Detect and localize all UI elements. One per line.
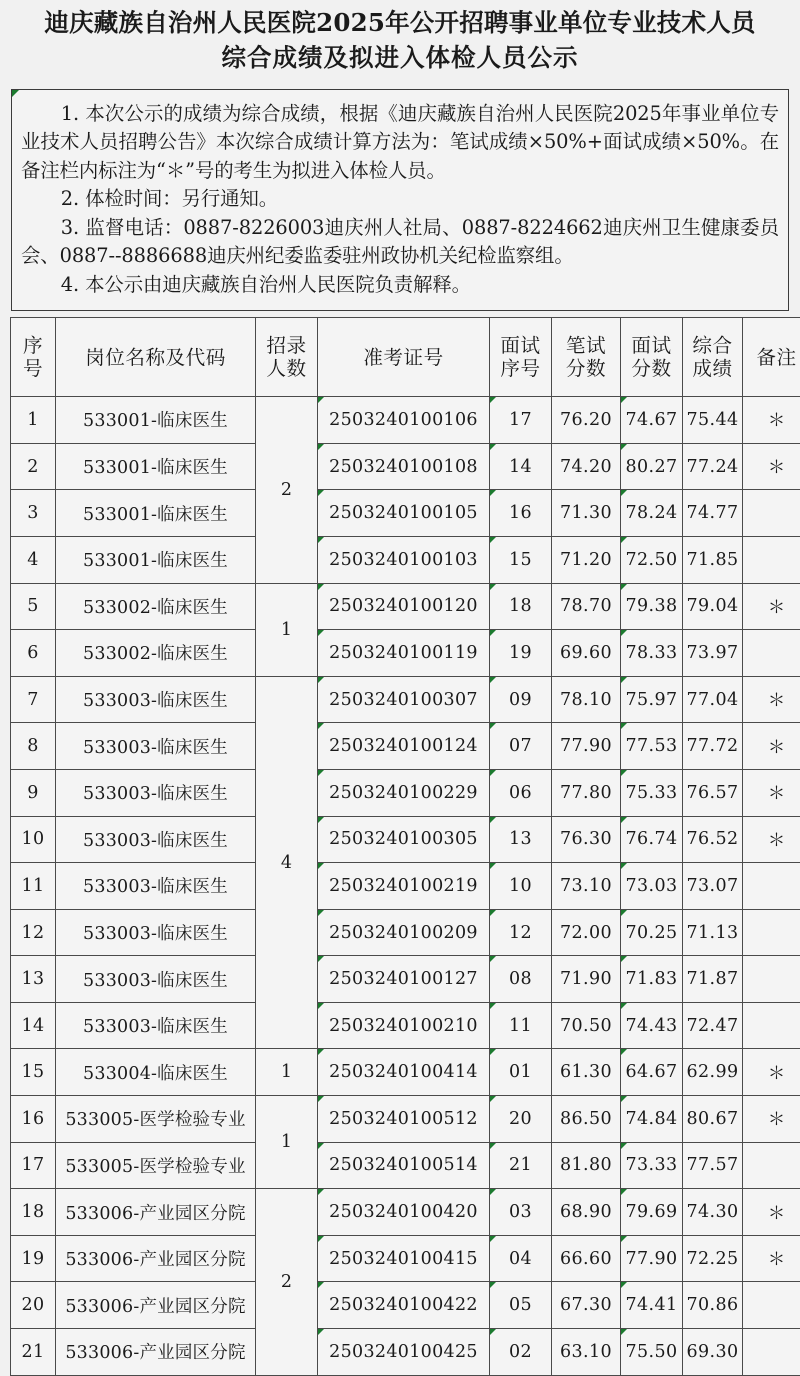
cell-quota: 2 bbox=[256, 1189, 318, 1375]
table-row bbox=[11, 1002, 800, 1049]
cell-interview-seq: 20 bbox=[490, 1096, 552, 1143]
comment-flag-icon bbox=[621, 1189, 627, 1195]
cell-remark: ＊ bbox=[743, 816, 800, 863]
cell-post-name: 533001-临床医生 bbox=[56, 443, 256, 490]
cell-interview-seq: 02 bbox=[490, 1329, 552, 1376]
cell-remark: ＊ bbox=[743, 583, 800, 630]
cell-remark bbox=[743, 863, 800, 910]
cell-ticket-number: 2503240100229 bbox=[318, 769, 490, 816]
table-row bbox=[11, 630, 800, 677]
cell-total-score: 77.57 bbox=[683, 1142, 743, 1189]
cell-ticket-number: 2503240100124 bbox=[318, 723, 490, 770]
comment-flag-icon bbox=[621, 490, 627, 496]
cell-total-score: 75.44 bbox=[683, 397, 743, 444]
cell-interview-score: 78.24 bbox=[621, 490, 683, 537]
cell-seq: 18 bbox=[11, 1189, 56, 1236]
cell-written-score: 81.80 bbox=[552, 1142, 621, 1189]
table-row bbox=[11, 583, 800, 630]
comment-flag-icon bbox=[490, 1049, 496, 1055]
cell-interview-seq: 05 bbox=[490, 1282, 552, 1329]
cell-seq: 9 bbox=[11, 769, 56, 816]
comment-flag-icon bbox=[318, 677, 324, 683]
cell-written-score: 70.50 bbox=[552, 1002, 621, 1049]
cell-total-score: 72.25 bbox=[683, 1235, 743, 1282]
cell-total-score: 74.30 bbox=[683, 1189, 743, 1236]
cell-remark bbox=[743, 630, 800, 677]
cell-seq: 8 bbox=[11, 723, 56, 770]
column-header-written-score: 笔试 分数 bbox=[552, 318, 621, 397]
cell-written-score: 67.30 bbox=[552, 1282, 621, 1329]
cell-interview-seq: 04 bbox=[490, 1235, 552, 1282]
cell-seq: 13 bbox=[11, 956, 56, 1003]
table-row bbox=[11, 909, 800, 956]
cell-total-score: 62.99 bbox=[683, 1049, 743, 1096]
table-row bbox=[11, 676, 800, 723]
cell-remark: ＊ bbox=[743, 1049, 800, 1096]
comment-flag-icon bbox=[621, 397, 627, 403]
comment-flag-icon bbox=[490, 1003, 496, 1009]
title-line-1: 迪庆藏族自治州人民医院2025年公开招聘事业单位专业技术人员 bbox=[14, 6, 786, 41]
cell-quota: 1 bbox=[256, 1049, 318, 1096]
comment-flag-icon bbox=[621, 1329, 627, 1335]
table-row bbox=[11, 490, 800, 537]
comment-flag-icon bbox=[490, 723, 496, 729]
cell-remark bbox=[743, 1002, 800, 1049]
cell-interview-score: 74.67 bbox=[621, 397, 683, 444]
cell-written-score: 77.80 bbox=[552, 769, 621, 816]
cell-post-name: 533006-产业园区分院 bbox=[56, 1329, 256, 1376]
comment-flag-icon bbox=[621, 723, 627, 729]
comment-flag-icon bbox=[621, 1049, 627, 1055]
comment-flag-icon bbox=[621, 1282, 627, 1288]
comment-flag-icon bbox=[490, 863, 496, 869]
cell-remark bbox=[743, 909, 800, 956]
comment-flag-icon bbox=[490, 1282, 496, 1288]
comment-flag-icon bbox=[490, 584, 496, 590]
cell-remark: ＊ bbox=[743, 1235, 800, 1282]
cell-post-name: 533003-临床医生 bbox=[56, 769, 256, 816]
cell-written-score: 77.90 bbox=[552, 723, 621, 770]
column-header-post: 岗位名称及代码 bbox=[56, 318, 256, 397]
cell-seq: 19 bbox=[11, 1235, 56, 1282]
comment-flag-icon bbox=[318, 1236, 324, 1242]
cell-interview-seq: 09 bbox=[490, 676, 552, 723]
comment-flag-icon bbox=[490, 1329, 496, 1335]
cell-total-score: 80.67 bbox=[683, 1096, 743, 1143]
cell-post-name: 533005-医学检验专业 bbox=[56, 1096, 256, 1143]
table-row bbox=[11, 1189, 800, 1236]
cell-written-score: 71.20 bbox=[552, 536, 621, 583]
cell-quota: 1 bbox=[256, 583, 318, 676]
cell-quota: 1 bbox=[256, 1096, 318, 1189]
cell-written-score: 76.20 bbox=[552, 397, 621, 444]
title-line-2: 综合成绩及拟进入体检人员公示 bbox=[14, 41, 786, 76]
cell-interview-seq: 11 bbox=[490, 1002, 552, 1049]
table-row bbox=[11, 816, 800, 863]
table-header-row bbox=[11, 318, 800, 397]
cell-ticket-number: 2503240100127 bbox=[318, 956, 490, 1003]
grades-table bbox=[10, 317, 800, 1375]
cell-total-score: 77.04 bbox=[683, 676, 743, 723]
cell-post-name: 533006-产业园区分院 bbox=[56, 1189, 256, 1236]
column-header-remark: 备注 bbox=[743, 318, 800, 397]
comment-flag-icon bbox=[621, 1096, 627, 1102]
cell-post-name: 533003-临床医生 bbox=[56, 676, 256, 723]
comment-flag-icon bbox=[318, 1329, 324, 1335]
table-row bbox=[11, 536, 800, 583]
cell-interview-seq: 10 bbox=[490, 863, 552, 910]
comment-flag-icon bbox=[621, 770, 627, 776]
cell-ticket-number: 2503240100210 bbox=[318, 1002, 490, 1049]
page-title bbox=[0, 0, 800, 76]
grades-table-wrapper bbox=[10, 317, 790, 1375]
cell-total-score: 73.97 bbox=[683, 630, 743, 677]
cell-remark bbox=[743, 1329, 800, 1376]
cell-ticket-number: 2503240100414 bbox=[318, 1049, 490, 1096]
comment-flag-icon bbox=[621, 584, 627, 590]
notes-box bbox=[11, 89, 789, 312]
cell-interview-score: 79.69 bbox=[621, 1189, 683, 1236]
cell-written-score: 78.70 bbox=[552, 583, 621, 630]
cell-seq: 6 bbox=[11, 630, 56, 677]
cell-interview-score: 73.03 bbox=[621, 863, 683, 910]
table-row bbox=[11, 1049, 800, 1096]
cell-written-score: 73.10 bbox=[552, 863, 621, 910]
cell-total-score: 69.30 bbox=[683, 1329, 743, 1376]
comment-flag-icon bbox=[621, 1003, 627, 1009]
note-item-4: 4. 本公示由迪庆藏族自治州人民医院负责解释。 bbox=[21, 271, 779, 300]
cell-remark: ＊ bbox=[743, 723, 800, 770]
cell-interview-score: 75.33 bbox=[621, 769, 683, 816]
cell-written-score: 69.60 bbox=[552, 630, 621, 677]
comment-flag-icon bbox=[318, 630, 324, 636]
cell-ticket-number: 2503240100512 bbox=[318, 1096, 490, 1143]
cell-interview-seq: 14 bbox=[490, 443, 552, 490]
comment-flag-icon bbox=[621, 863, 627, 869]
cell-total-score: 79.04 bbox=[683, 583, 743, 630]
comment-flag-icon bbox=[318, 956, 324, 962]
comment-flag-icon bbox=[12, 90, 19, 97]
cell-interview-score: 75.97 bbox=[621, 676, 683, 723]
cell-seq: 21 bbox=[11, 1329, 56, 1376]
note-item-2: 2. 体检时间：另行通知。 bbox=[21, 185, 779, 214]
cell-ticket-number: 2503240100120 bbox=[318, 583, 490, 630]
cell-remark bbox=[743, 490, 800, 537]
cell-post-name: 533001-临床医生 bbox=[56, 536, 256, 583]
cell-remark: ＊ bbox=[743, 1189, 800, 1236]
cell-interview-score: 72.50 bbox=[621, 536, 683, 583]
cell-total-score: 76.57 bbox=[683, 769, 743, 816]
comment-flag-icon bbox=[490, 770, 496, 776]
cell-post-name: 533003-临床医生 bbox=[56, 909, 256, 956]
note-item-3: 3. 监督电话：0887-8226003迪庆州人社局、0887-8224662迪庆州卫生健康委员会、0887--8886688迪庆州纪委监委驻州政协机关纪检监察组。 bbox=[21, 214, 779, 271]
cell-post-name: 533003-临床医生 bbox=[56, 956, 256, 1003]
cell-seq: 4 bbox=[11, 536, 56, 583]
cell-ticket-number: 2503240100305 bbox=[318, 816, 490, 863]
cell-written-score: 71.30 bbox=[552, 490, 621, 537]
cell-interview-seq: 01 bbox=[490, 1049, 552, 1096]
cell-total-score: 77.72 bbox=[683, 723, 743, 770]
cell-written-score: 86.50 bbox=[552, 1096, 621, 1143]
cell-total-score: 72.47 bbox=[683, 1002, 743, 1049]
comment-flag-icon bbox=[318, 397, 324, 403]
cell-seq: 14 bbox=[11, 1002, 56, 1049]
cell-seq: 12 bbox=[11, 909, 56, 956]
cell-written-score: 74.20 bbox=[552, 443, 621, 490]
cell-total-score: 71.87 bbox=[683, 956, 743, 1003]
comment-flag-icon bbox=[318, 723, 324, 729]
cell-interview-seq: 08 bbox=[490, 956, 552, 1003]
cell-written-score: 72.00 bbox=[552, 909, 621, 956]
comment-flag-icon bbox=[490, 537, 496, 543]
cell-interview-score: 77.53 bbox=[621, 723, 683, 770]
cell-written-score: 68.90 bbox=[552, 1189, 621, 1236]
cell-seq: 5 bbox=[11, 583, 56, 630]
table-row bbox=[11, 769, 800, 816]
cell-interview-score: 78.33 bbox=[621, 630, 683, 677]
cell-total-score: 71.85 bbox=[683, 536, 743, 583]
cell-ticket-number: 2503240100106 bbox=[318, 397, 490, 444]
comment-flag-icon bbox=[318, 584, 324, 590]
cell-ticket-number: 2503240100307 bbox=[318, 676, 490, 723]
column-header-total-score: 综合 成绩 bbox=[683, 318, 743, 397]
table-row bbox=[11, 1282, 800, 1329]
cell-interview-seq: 06 bbox=[490, 769, 552, 816]
cell-interview-seq: 15 bbox=[490, 536, 552, 583]
comment-flag-icon bbox=[318, 1282, 324, 1288]
cell-post-name: 533006-产业园区分院 bbox=[56, 1282, 256, 1329]
cell-total-score: 77.24 bbox=[683, 443, 743, 490]
comment-flag-icon bbox=[490, 1143, 496, 1149]
cell-ticket-number: 2503240100103 bbox=[318, 536, 490, 583]
cell-ticket-number: 2503240100105 bbox=[318, 490, 490, 537]
cell-post-name: 533005-医学检验专业 bbox=[56, 1142, 256, 1189]
cell-interview-score: 71.83 bbox=[621, 956, 683, 1003]
table-row bbox=[11, 956, 800, 1003]
cell-seq: 20 bbox=[11, 1282, 56, 1329]
comment-flag-icon bbox=[490, 1189, 496, 1195]
comment-flag-icon bbox=[621, 1236, 627, 1242]
comment-flag-icon bbox=[318, 1003, 324, 1009]
cell-ticket-number: 2503240100514 bbox=[318, 1142, 490, 1189]
comment-flag-icon bbox=[318, 444, 324, 450]
cell-ticket-number: 2503240100219 bbox=[318, 863, 490, 910]
note-item-1: 1. 本次公示的成绩为综合成绩，根据《迪庆藏族自治州人民医院2025年事业单位专业技术人员招聘公告》本次综合成绩计算方法为：笔试成绩×50%+面试成绩×50%。在备注栏内标注为“＊”号的考生为拟进入体检人员。 bbox=[21, 100, 779, 186]
cell-interview-score: 80.27 bbox=[621, 443, 683, 490]
comment-flag-icon bbox=[621, 956, 627, 962]
cell-seq: 17 bbox=[11, 1142, 56, 1189]
comment-flag-icon bbox=[490, 444, 496, 450]
comment-flag-icon bbox=[621, 537, 627, 543]
cell-written-score: 76.30 bbox=[552, 816, 621, 863]
cell-post-name: 533003-临床医生 bbox=[56, 863, 256, 910]
cell-seq: 15 bbox=[11, 1049, 56, 1096]
cell-post-name: 533003-临床医生 bbox=[56, 1002, 256, 1049]
cell-written-score: 78.10 bbox=[552, 676, 621, 723]
table-row bbox=[11, 723, 800, 770]
comment-flag-icon bbox=[318, 863, 324, 869]
table-row bbox=[11, 1096, 800, 1143]
comment-flag-icon bbox=[621, 444, 627, 450]
comment-flag-icon bbox=[318, 1049, 324, 1055]
cell-ticket-number: 2503240100420 bbox=[318, 1189, 490, 1236]
comment-flag-icon bbox=[621, 910, 627, 916]
comment-flag-icon bbox=[318, 1189, 324, 1195]
cell-remark bbox=[743, 1142, 800, 1189]
table-row bbox=[11, 1329, 800, 1376]
cell-interview-seq: 21 bbox=[490, 1142, 552, 1189]
cell-remark bbox=[743, 956, 800, 1003]
cell-remark: ＊ bbox=[743, 1096, 800, 1143]
table-row bbox=[11, 863, 800, 910]
comment-flag-icon bbox=[490, 910, 496, 916]
cell-total-score: 71.13 bbox=[683, 909, 743, 956]
cell-total-score: 74.77 bbox=[683, 490, 743, 537]
cell-interview-seq: 07 bbox=[490, 723, 552, 770]
cell-interview-seq: 12 bbox=[490, 909, 552, 956]
cell-remark: ＊ bbox=[743, 443, 800, 490]
cell-ticket-number: 2503240100425 bbox=[318, 1329, 490, 1376]
comment-flag-icon bbox=[621, 677, 627, 683]
table-row bbox=[11, 1235, 800, 1282]
column-header-seq: 序 号 bbox=[11, 318, 56, 397]
cell-seq: 11 bbox=[11, 863, 56, 910]
cell-interview-seq: 16 bbox=[490, 490, 552, 537]
cell-post-name: 533006-产业园区分院 bbox=[56, 1235, 256, 1282]
cell-total-score: 76.52 bbox=[683, 816, 743, 863]
cell-remark: ＊ bbox=[743, 397, 800, 444]
cell-post-name: 533001-临床医生 bbox=[56, 397, 256, 444]
cell-ticket-number: 2503240100415 bbox=[318, 1235, 490, 1282]
cell-interview-score: 74.41 bbox=[621, 1282, 683, 1329]
cell-seq: 3 bbox=[11, 490, 56, 537]
comment-flag-icon bbox=[621, 630, 627, 636]
column-header-ticket: 准考证号 bbox=[318, 318, 490, 397]
cell-remark bbox=[743, 536, 800, 583]
cell-interview-score: 75.50 bbox=[621, 1329, 683, 1376]
cell-interview-score: 76.74 bbox=[621, 816, 683, 863]
cell-interview-score: 79.38 bbox=[621, 583, 683, 630]
column-header-interview-score: 面试 分数 bbox=[621, 318, 683, 397]
cell-interview-seq: 17 bbox=[490, 397, 552, 444]
comment-flag-icon bbox=[490, 677, 496, 683]
cell-remark: ＊ bbox=[743, 676, 800, 723]
comment-flag-icon bbox=[621, 1143, 627, 1149]
cell-written-score: 66.60 bbox=[552, 1235, 621, 1282]
cell-ticket-number: 2503240100119 bbox=[318, 630, 490, 677]
cell-post-name: 533004-临床医生 bbox=[56, 1049, 256, 1096]
cell-interview-seq: 19 bbox=[490, 630, 552, 677]
cell-seq: 2 bbox=[11, 443, 56, 490]
cell-total-score: 70.86 bbox=[683, 1282, 743, 1329]
cell-interview-seq: 18 bbox=[490, 583, 552, 630]
cell-written-score: 61.30 bbox=[552, 1049, 621, 1096]
table-row bbox=[11, 443, 800, 490]
cell-total-score: 73.07 bbox=[683, 863, 743, 910]
comment-flag-icon bbox=[318, 490, 324, 496]
cell-post-name: 533003-临床医生 bbox=[56, 816, 256, 863]
cell-interview-score: 74.84 bbox=[621, 1096, 683, 1143]
comment-flag-icon bbox=[621, 817, 627, 823]
cell-interview-seq: 13 bbox=[490, 816, 552, 863]
comment-flag-icon bbox=[318, 1143, 324, 1149]
cell-seq: 7 bbox=[11, 676, 56, 723]
cell-interview-score: 70.25 bbox=[621, 909, 683, 956]
comment-flag-icon bbox=[490, 490, 496, 496]
cell-remark: ＊ bbox=[743, 769, 800, 816]
cell-remark bbox=[743, 1282, 800, 1329]
comment-flag-icon bbox=[318, 817, 324, 823]
cell-interview-score: 73.33 bbox=[621, 1142, 683, 1189]
table-row bbox=[11, 1142, 800, 1189]
comment-flag-icon bbox=[490, 956, 496, 962]
cell-seq: 1 bbox=[11, 397, 56, 444]
column-header-interview-seq: 面试 序号 bbox=[490, 318, 552, 397]
cell-seq: 10 bbox=[11, 816, 56, 863]
column-header-quota: 招录 人数 bbox=[256, 318, 318, 397]
cell-interview-seq: 03 bbox=[490, 1189, 552, 1236]
cell-written-score: 71.90 bbox=[552, 956, 621, 1003]
cell-ticket-number: 2503240100108 bbox=[318, 443, 490, 490]
cell-seq: 16 bbox=[11, 1096, 56, 1143]
cell-interview-score: 77.90 bbox=[621, 1235, 683, 1282]
cell-post-name: 533001-临床医生 bbox=[56, 490, 256, 537]
comment-flag-icon bbox=[490, 1096, 496, 1102]
cell-ticket-number: 2503240100422 bbox=[318, 1282, 490, 1329]
comment-flag-icon bbox=[490, 397, 496, 403]
comment-flag-icon bbox=[318, 1096, 324, 1102]
comment-flag-icon bbox=[490, 817, 496, 823]
cell-written-score: 63.10 bbox=[552, 1329, 621, 1376]
comment-flag-icon bbox=[318, 537, 324, 543]
comment-flag-icon bbox=[318, 910, 324, 916]
cell-post-name: 533003-临床医生 bbox=[56, 723, 256, 770]
cell-ticket-number: 2503240100209 bbox=[318, 909, 490, 956]
cell-post-name: 533002-临床医生 bbox=[56, 630, 256, 677]
table-row bbox=[11, 397, 800, 444]
cell-interview-score: 64.67 bbox=[621, 1049, 683, 1096]
comment-flag-icon bbox=[490, 1236, 496, 1242]
comment-flag-icon bbox=[318, 770, 324, 776]
cell-quota: 4 bbox=[256, 676, 318, 1049]
cell-interview-score: 74.43 bbox=[621, 1002, 683, 1049]
cell-quota: 2 bbox=[256, 397, 318, 583]
cell-post-name: 533002-临床医生 bbox=[56, 583, 256, 630]
comment-flag-icon bbox=[490, 630, 496, 636]
